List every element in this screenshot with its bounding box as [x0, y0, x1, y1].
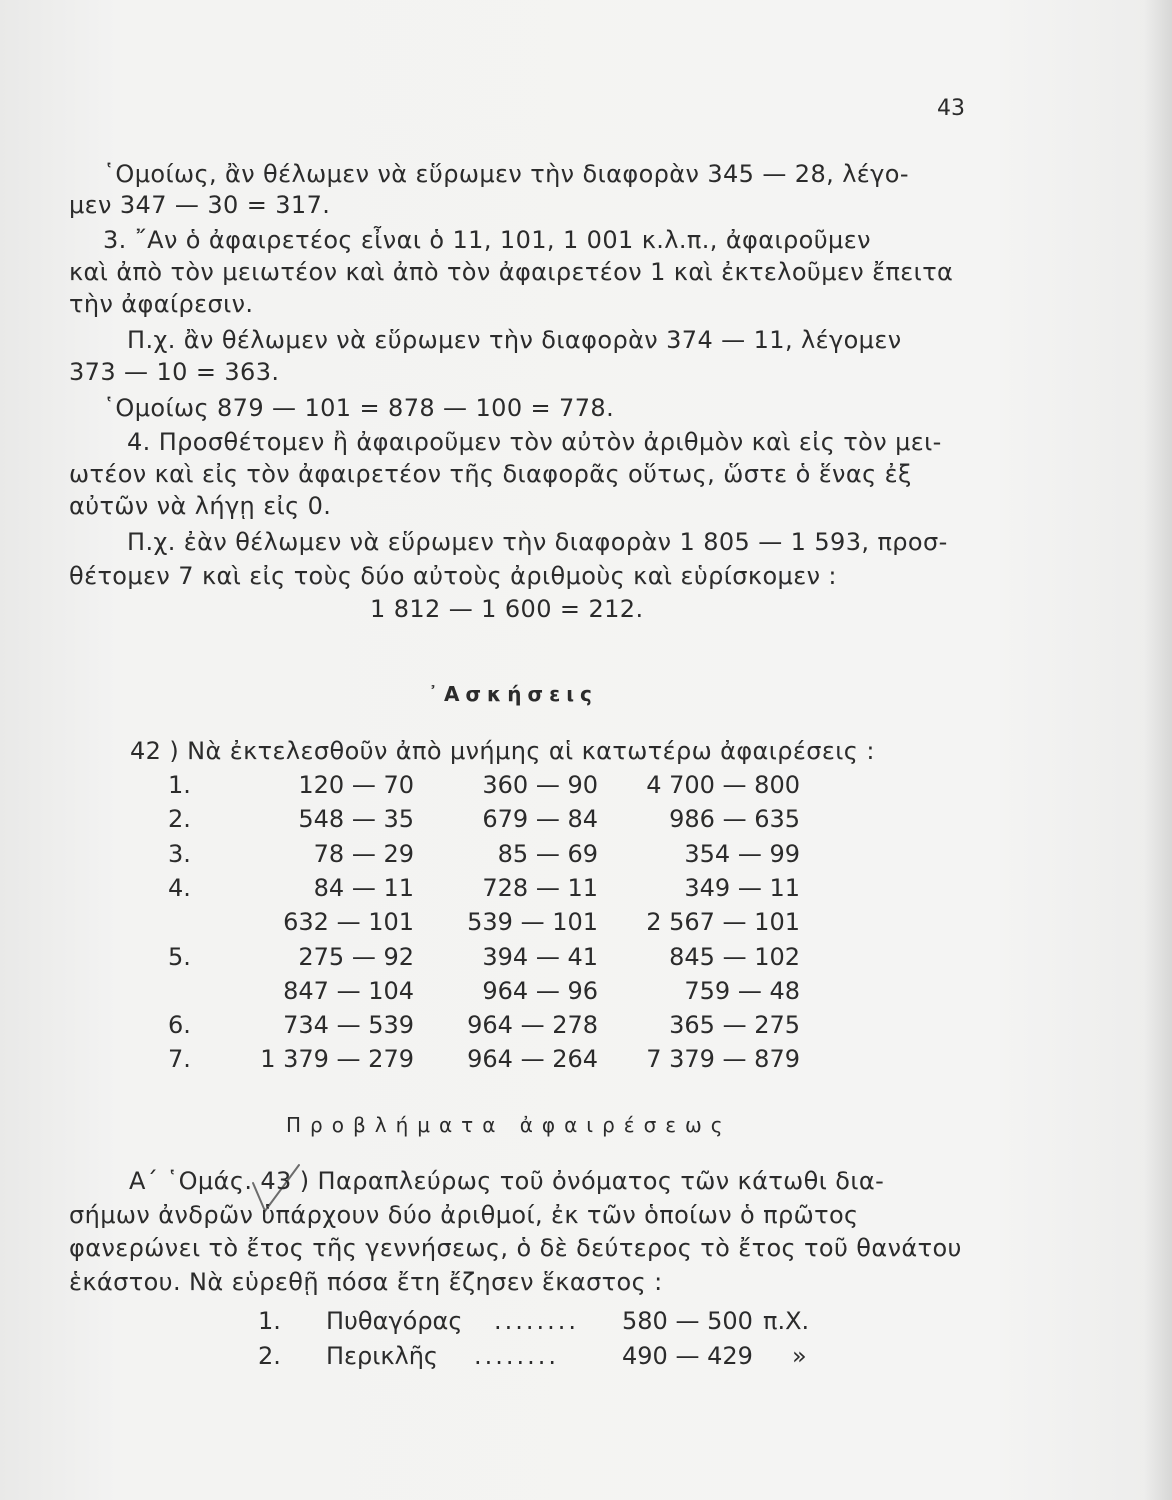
text-line: Α΄ ῾Ομάς. 43 ) Παραπλεύρως τοῦ ὀνόματος τῶν κάτωθι δια-	[129, 1167, 885, 1195]
exercise-subtraction: 365 — 275	[669, 1011, 800, 1039]
exercise-subtraction: 728 — 11	[482, 874, 598, 902]
exercise-subtraction: 7 379 — 879	[646, 1045, 800, 1073]
exercise-subtraction: 354 — 99	[684, 840, 800, 868]
problem-item-leader-dots: ........	[494, 1307, 580, 1335]
exercise-subtraction: 679 — 84	[482, 805, 598, 833]
page-edge-shadow	[1144, 0, 1172, 1500]
exercise-subtraction: 539 — 101	[467, 908, 598, 936]
exercise-intro: 42 ) Νὰ ἐκτελεσθοῦν ἀπὸ μνήμης αἱ κατωτέρω ἀφαιρέσεις :	[130, 737, 875, 765]
exercise-subtraction: 349 — 11	[684, 874, 800, 902]
text-line: 373 — 10 = 363.	[69, 358, 280, 386]
exercise-subtraction: 394 — 41	[482, 943, 598, 971]
exercise-subtraction: 1 379 — 279	[260, 1045, 414, 1073]
exercise-row-number: 4.	[168, 874, 191, 902]
exercise-subtraction: 964 — 264	[467, 1045, 598, 1073]
exercises-heading: ᾿Ασκήσεις	[428, 682, 598, 706]
problems-heading: Προβλήματα ἀφαιρέσεως	[286, 1113, 732, 1137]
problem-item-leader-dots: ........	[474, 1342, 560, 1370]
text-line: 3. ῎Αν ὁ ἀφαιρετέος εἶναι ὁ 11, 101, 1 001 κ.λ.π., ἀφαιροῦμεν	[103, 226, 871, 254]
problem-item-years: 580 — 500	[622, 1307, 753, 1335]
exercise-subtraction: 84 — 11	[313, 874, 414, 902]
exercise-subtraction: 847 — 104	[283, 977, 414, 1005]
text-line: καὶ ἀπὸ τὸν μειωτέον καὶ ἀπὸ τὸν ἀφαιρετέον 1 καὶ ἐκτελοῦμεν ἔπειτα	[69, 258, 954, 286]
text-line: ῾Ομοίως, ἂν θέλωμεν νὰ εὕρωμεν τὴν διαφορὰν 345 — 28, λέγο-	[103, 160, 909, 188]
text-line: Π.χ. ἐὰν θέλωμεν νὰ εὕρωμεν τὴν διαφορὰν 1 805 — 1 593, προσ-	[127, 528, 948, 556]
exercise-row-number: 2.	[168, 805, 191, 833]
exercise-row-number: 5.	[168, 943, 191, 971]
page-number: 43	[937, 96, 965, 121]
exercise-subtraction: 2 567 — 101	[646, 908, 800, 936]
text-line: 4. Προσθέτομεν ἢ ἀφαιροῦμεν τὸν αὐτὸν ἀριθμὸν καὶ εἰς τὸν μει-	[127, 428, 942, 456]
text-line: σήμων ἀνδρῶν ὑπάρχουν δύο ἀριθμοί, ἐκ τῶν ὁποίων ὁ πρῶτος	[69, 1201, 859, 1229]
exercise-subtraction: 986 — 635	[669, 805, 800, 833]
problem-item-name: Πυθαγόρας	[326, 1307, 463, 1335]
exercise-subtraction: 548 — 35	[298, 805, 414, 833]
text-line: ἑκάστου. Νὰ εὑρεθῇ πόσα ἔτη ἔζησεν ἕκαστος :	[69, 1268, 663, 1296]
text-line: ῾Ομοίως 879 — 101 = 878 — 100 = 778.	[103, 394, 615, 422]
exercise-row-number: 1.	[168, 771, 191, 799]
exercise-row-number: 3.	[168, 840, 191, 868]
text-line: ωτέον καὶ εἰς τὸν ἀφαιρετέον τῆς διαφορᾶς οὕτως, ὥστε ὁ ἕνας ἐξ	[69, 460, 912, 488]
exercise-subtraction: 4 700 — 800	[646, 771, 800, 799]
problem-item-number: 2.	[258, 1342, 281, 1370]
problem-item-number: 1.	[258, 1307, 281, 1335]
exercise-subtraction: 734 — 539	[283, 1011, 414, 1039]
exercise-subtraction: 275 — 92	[298, 943, 414, 971]
problem-item-years: 490 — 429	[622, 1342, 753, 1370]
text-line: αὐτῶν νὰ λήγῃ εἰς 0.	[69, 492, 332, 520]
problem-item-era: π.Χ.	[763, 1307, 810, 1335]
exercise-subtraction: 759 — 48	[684, 977, 800, 1005]
exercise-subtraction: 78 — 29	[313, 840, 414, 868]
text-line: φανερώνει τὸ ἔτος τῆς γεννήσεως, ὁ δὲ δεύτερος τὸ ἔτος τοῦ θανάτου	[69, 1234, 962, 1262]
text-line: τὴν ἀφαίρεσιν.	[69, 290, 254, 318]
exercise-subtraction: 964 — 278	[467, 1011, 598, 1039]
problem-item-name: Περικλῆς	[326, 1342, 439, 1370]
text-line: Π.χ. ἂν θέλωμεν νὰ εὕρωμεν τὴν διαφορὰν 374 — 11, λέγομεν	[127, 326, 902, 354]
exercise-subtraction: 85 — 69	[497, 840, 598, 868]
exercise-subtraction: 120 — 70	[298, 771, 414, 799]
exercise-subtraction: 845 — 102	[669, 943, 800, 971]
text-line: μεν 347 — 30 = 317.	[69, 191, 331, 219]
exercise-row-number: 7.	[168, 1045, 191, 1073]
equation-line: 1 812 — 1 600 = 212.	[370, 595, 644, 623]
exercise-subtraction: 964 — 96	[482, 977, 598, 1005]
exercise-subtraction: 360 — 90	[482, 771, 598, 799]
exercise-row-number: 6.	[168, 1011, 191, 1039]
problem-item-era: »	[792, 1342, 807, 1370]
exercise-subtraction: 632 — 101	[283, 908, 414, 936]
text-line: θέτομεν 7 καὶ εἰς τοὺς δύο αὐτοὺς ἀριθμοὺς καὶ εὑρίσκομεν :	[69, 562, 837, 590]
